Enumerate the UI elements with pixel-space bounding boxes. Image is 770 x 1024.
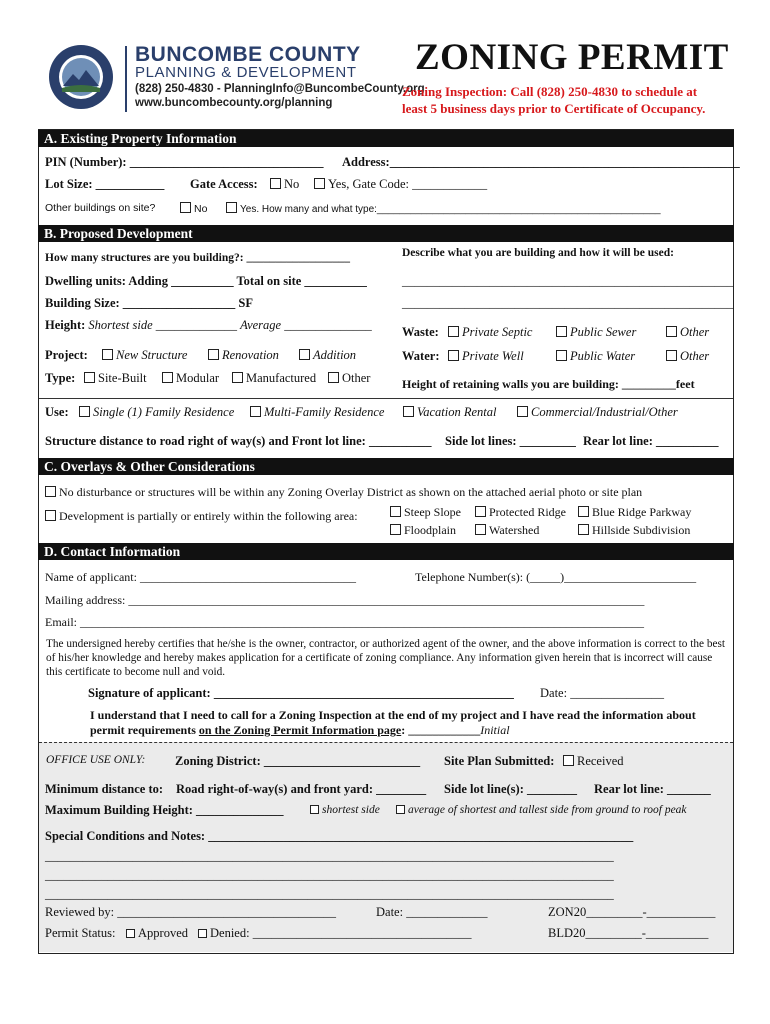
pin-field[interactable]: PIN (Number): _______________________________ bbox=[45, 155, 324, 169]
hillside-subdivision-checkbox[interactable] bbox=[578, 524, 589, 535]
single-family-checkbox[interactable] bbox=[79, 406, 90, 417]
other-buildings-no-checkbox[interactable] bbox=[180, 202, 191, 213]
waste-public-sewer-option[interactable]: Public Sewer bbox=[556, 325, 636, 340]
protected-ridge-option[interactable]: Protected Ridge bbox=[475, 505, 566, 520]
watershed-option[interactable]: Watershed bbox=[475, 523, 539, 538]
notes-line-3[interactable]: ___________________________________________________________________________________________ bbox=[45, 887, 614, 901]
public-sewer-checkbox[interactable] bbox=[556, 326, 567, 337]
describe-line-2[interactable]: _____________________________________________________ bbox=[402, 296, 734, 310]
denied-option[interactable]: Denied: ___________________________________ bbox=[198, 926, 471, 941]
height-field[interactable]: Height: Shortest side _____________ Average ______________ bbox=[45, 318, 372, 332]
average-height-option[interactable]: average of shortest and tallest side from ground to roof peak bbox=[396, 804, 687, 816]
bld-number-field[interactable]: BLD20_________-__________ bbox=[548, 926, 709, 940]
inspection-note-line2: least 5 business days prior to Certificate of Occupancy. bbox=[402, 101, 706, 116]
new-structure-checkbox[interactable] bbox=[102, 349, 113, 360]
notes-line-2[interactable]: ___________________________________________________________________________________________ bbox=[45, 868, 614, 882]
county-name: BUNCOMBE COUNTY bbox=[135, 43, 361, 66]
renovation-checkbox[interactable] bbox=[208, 349, 219, 360]
no-disturbance-checkbox[interactable] bbox=[45, 486, 56, 497]
signature-date-field[interactable]: Date: _______________ bbox=[540, 686, 664, 700]
gate-no-checkbox[interactable] bbox=[270, 178, 281, 189]
other-buildings-no-option[interactable]: No bbox=[180, 202, 207, 215]
multi-family-checkbox[interactable] bbox=[250, 406, 261, 417]
floodplain-checkbox[interactable] bbox=[390, 524, 401, 535]
structure-distance-field[interactable]: Structure distance to road right of way(s) and Front lot line: __________ bbox=[45, 434, 432, 448]
addition-checkbox[interactable] bbox=[299, 349, 310, 360]
zoning-district-field[interactable]: Zoning District: _________________________ bbox=[175, 754, 421, 768]
telephone-field[interactable]: Telephone Number(s): (_____)______________________ bbox=[415, 570, 697, 584]
steep-slope-option[interactable]: Steep Slope bbox=[390, 505, 461, 520]
water-private-well-option[interactable]: Private Well bbox=[448, 349, 524, 364]
site-built-checkbox[interactable] bbox=[84, 372, 95, 383]
address-field[interactable]: Address:________________________________________________________ bbox=[342, 155, 740, 169]
contact-line: (828) 250-4830 - PlanningInfo@BuncombeCounty.org bbox=[135, 83, 425, 95]
blue-ridge-parkway-checkbox[interactable] bbox=[578, 506, 589, 517]
type-other-option[interactable]: Other bbox=[328, 371, 370, 386]
permit-status-label: Permit Status: bbox=[45, 926, 116, 940]
office-use-area bbox=[39, 742, 733, 952]
section-d-header: D. Contact Information bbox=[38, 543, 734, 560]
received-checkbox[interactable] bbox=[563, 755, 574, 766]
zon-number-field[interactable]: ZON20_________-___________ bbox=[548, 905, 716, 919]
site-plan-submitted-label: Site Plan Submitted: bbox=[444, 754, 555, 768]
email-field[interactable]: Email: ______________________________________________________________________________________________ bbox=[45, 615, 644, 629]
lot-size-field[interactable]: Lot Size: ___________ bbox=[45, 177, 165, 191]
gate-yes-option[interactable]: Yes, Gate Code: ____________ bbox=[314, 177, 487, 192]
building-size-field[interactable]: Building Size: __________________ SF bbox=[45, 296, 254, 310]
use-single-family-option[interactable]: Single (1) Family Residence bbox=[79, 405, 234, 420]
type-label: Type: bbox=[45, 371, 76, 385]
hillside-subdivision-option[interactable]: Hillside Subdivision bbox=[578, 523, 690, 538]
approved-checkbox[interactable] bbox=[126, 929, 135, 938]
gate-access-label: Gate Access: bbox=[190, 177, 258, 191]
type-modular-option[interactable]: Modular bbox=[162, 371, 219, 386]
other-buildings-yes-checkbox[interactable] bbox=[226, 202, 237, 213]
blue-ridge-parkway-option[interactable]: Blue Ridge Parkway bbox=[578, 505, 691, 520]
waste-other-checkbox[interactable] bbox=[666, 326, 677, 337]
development-within-checkbox[interactable] bbox=[45, 510, 56, 521]
understand-line-1: I understand that I need to call for a Zoning Inspection at the end of my project and I have read the information about bbox=[90, 708, 696, 722]
development-within-option[interactable]: Development is partially or entirely within the following area: bbox=[45, 509, 358, 524]
shortest-side-checkbox[interactable] bbox=[310, 805, 319, 814]
project-addition-option[interactable]: Addition bbox=[299, 348, 356, 363]
type-site-built-option[interactable]: Site-Built bbox=[84, 371, 147, 386]
how-many-structures-field[interactable]: How many structures are you building?: __________________ bbox=[45, 252, 350, 264]
office-rear-lot-line-field[interactable]: Rear lot line: _______ bbox=[594, 782, 711, 796]
inspection-note-line1: Zoning Inspection: Call (828) 250-4830 to schedule at bbox=[402, 84, 698, 99]
gate-no-option[interactable]: No bbox=[270, 177, 299, 192]
water-other-checkbox[interactable] bbox=[666, 350, 677, 361]
gate-yes-checkbox[interactable] bbox=[314, 178, 325, 189]
office-use-only-label: OFFICE USE ONLY: bbox=[46, 754, 146, 766]
describe-label: Describe what you are building and how it will be used: bbox=[402, 247, 674, 259]
private-septic-checkbox[interactable] bbox=[448, 326, 459, 337]
certification-text: The undersigned hereby certifies that he/she is the owner, contractor, or authorized agent of the owner, and the above information is correct to the best of his/her knowledge and hereby makes application for a certificate of zoning compliance. Any information given herein that is incorrect will cause this certificate to become null and void. bbox=[46, 638, 726, 678]
protected-ridge-checkbox[interactable] bbox=[475, 506, 486, 517]
project-label: Project: bbox=[45, 348, 88, 362]
water-other-option[interactable]: Other bbox=[666, 349, 709, 364]
denied-checkbox[interactable] bbox=[198, 929, 207, 938]
project-renovation-option[interactable]: Renovation bbox=[208, 348, 279, 363]
mailing-address-field[interactable]: Mailing address: ______________________________________________________________________________________ bbox=[45, 593, 645, 607]
other-buildings-label: Other buildings on site? bbox=[45, 202, 156, 214]
signature-field[interactable]: Signature of applicant: ________________________________________________ bbox=[88, 686, 514, 700]
vacation-rental-checkbox[interactable] bbox=[403, 406, 414, 417]
road-row-field[interactable]: Road right-of-way(s) and front yard: ________ bbox=[176, 782, 427, 796]
received-option[interactable]: Received bbox=[563, 754, 624, 769]
floodplain-option[interactable]: Floodplain bbox=[390, 523, 456, 538]
modular-checkbox[interactable] bbox=[162, 372, 173, 383]
rear-lot-line-field[interactable]: Rear lot line: __________ bbox=[583, 434, 719, 448]
reviewed-by-field[interactable]: Reviewed by: ___________________________________ bbox=[45, 905, 336, 919]
average-height-checkbox[interactable] bbox=[396, 805, 405, 814]
section-a-header: A. Existing Property Information bbox=[38, 130, 734, 147]
describe-line-1[interactable]: _____________________________________________________ bbox=[402, 274, 734, 288]
retaining-walls-field[interactable]: Height of retaining walls you are building: _________feet bbox=[402, 377, 695, 391]
review-date-field[interactable]: Date: _____________ bbox=[376, 905, 488, 919]
private-well-checkbox[interactable] bbox=[448, 350, 459, 361]
dept-name: PLANNING & DEVELOPMENT bbox=[135, 64, 357, 81]
dwelling-units-field[interactable]: Dwelling units: Adding __________ Total on site __________ bbox=[45, 274, 367, 288]
other-buildings-yes-option[interactable]: Yes. How many and what type:___________________________________________________ bbox=[226, 202, 661, 215]
water-public-water-option[interactable]: Public Water bbox=[556, 349, 635, 364]
office-dashed-divider bbox=[39, 742, 733, 743]
name-of-applicant-field[interactable]: Name of applicant: ____________________________________ bbox=[45, 570, 356, 584]
use-multi-family-option[interactable]: Multi-Family Residence bbox=[250, 405, 384, 420]
type-other-checkbox[interactable] bbox=[328, 372, 339, 383]
understand-line-2: permit requirements on the Zoning Permit Information page: ____________Initial bbox=[90, 723, 510, 737]
commercial-checkbox[interactable] bbox=[517, 406, 528, 417]
permit-title: ZONING PERMIT bbox=[415, 37, 729, 78]
county-seal-logo bbox=[48, 44, 114, 110]
special-conditions-field[interactable]: Special Conditions and Notes: ____________________________________________________________________ bbox=[45, 829, 634, 843]
use-commercial-option[interactable]: Commercial/Industrial/Other bbox=[517, 405, 678, 420]
waste-other-option[interactable]: Other bbox=[666, 325, 709, 340]
no-disturbance-option[interactable]: No disturbance or structures will be within any Zoning Overlay District as shown on the attached aerial photo or site plan bbox=[45, 485, 642, 500]
notes-line-1[interactable]: ___________________________________________________________________________________________ bbox=[45, 849, 614, 863]
use-label: Use: bbox=[45, 405, 69, 419]
watershed-checkbox[interactable] bbox=[475, 524, 486, 535]
header-divider bbox=[125, 46, 127, 112]
permit-info-link[interactable]: on the Zoning Permit Information page bbox=[198, 723, 402, 737]
section-c-header: C. Overlays & Other Considerations bbox=[38, 458, 734, 475]
website: www.buncombecounty.org/planning bbox=[135, 97, 333, 109]
use-divider bbox=[39, 398, 733, 399]
approved-option[interactable]: Approved bbox=[126, 926, 188, 941]
type-manufactured-option[interactable]: Manufactured bbox=[232, 371, 316, 386]
side-lot-lines-field[interactable]: Side lot lines: _________ bbox=[445, 434, 576, 448]
waste-private-septic-option[interactable]: Private Septic bbox=[448, 325, 532, 340]
office-side-lot-lines-field[interactable]: Side lot line(s): ________ bbox=[444, 782, 577, 796]
shortest-side-option[interactable]: shortest side bbox=[310, 804, 380, 816]
public-water-checkbox[interactable] bbox=[556, 350, 567, 361]
section-b-header: B. Proposed Development bbox=[38, 225, 734, 242]
max-building-height-field[interactable]: Maximum Building Height: ______________ bbox=[45, 803, 284, 817]
manufactured-checkbox[interactable] bbox=[232, 372, 243, 383]
waste-label: Waste: bbox=[402, 325, 439, 339]
project-new-structure-option[interactable]: New Structure bbox=[102, 348, 187, 363]
use-vacation-rental-option[interactable]: Vacation Rental bbox=[403, 405, 497, 420]
minimum-distance-label: Minimum distance to: bbox=[45, 782, 164, 796]
water-label: Water: bbox=[402, 349, 440, 363]
steep-slope-checkbox[interactable] bbox=[390, 506, 401, 517]
